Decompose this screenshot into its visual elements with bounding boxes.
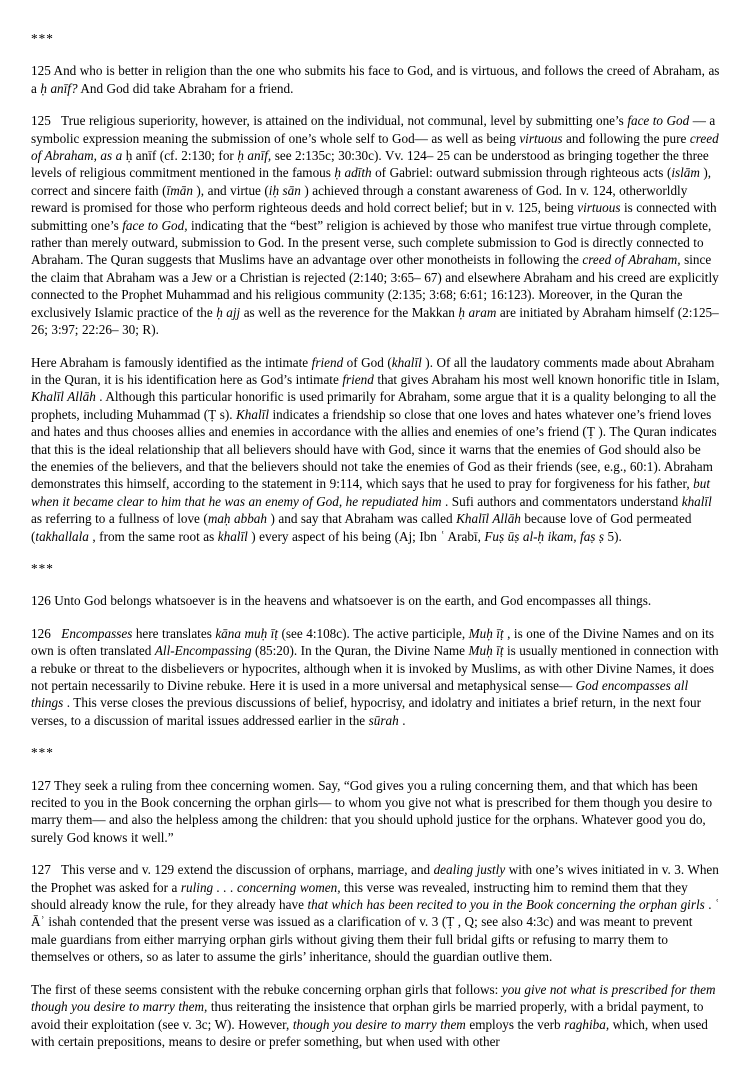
text-segment: of Gabriel: outward submission through righteous acts ( xyxy=(371,165,672,181)
text-segment: are initiated by Abraham himself (2:125– 26; 3:97; 22:26– 30; R). xyxy=(31,304,719,338)
text-segment: 126 xyxy=(31,625,62,641)
text-segment: 125 True religious superiority, however, is attained on the individual, not communal, level by submitting one’s xyxy=(31,113,628,129)
text-segment: is connected with submitting one’s xyxy=(31,200,717,233)
section-separator xyxy=(31,560,720,577)
italic-text-segment: virtuous xyxy=(577,200,621,216)
text-segment: since the claim that Abraham was a Jew or a Christian is rejected (2:140; 3:65– 67) and elsewhere Abraham and his creed are explicitly connected to the Prophet Muhammad and his religious community (2:135; 3:68; 6:61; 16:123). Moreover, in the Quran the exclusively Islamic practice of the xyxy=(31,252,719,320)
verse-paragraph xyxy=(31,592,720,609)
italic-text-segment: creed of Abraham, xyxy=(582,252,681,268)
italic-text-segment: you give not what is prescribed for them though you desire to marry them, xyxy=(31,981,716,1015)
italic-text-segment: but when it became clear to him that he was an enemy of God, he repudiated him xyxy=(31,476,711,509)
italic-text-segment: dealing justly xyxy=(433,862,506,878)
text-segment: Here Abraham is famously identified as the intimate xyxy=(31,354,312,370)
text-segment: . This verse closes the previous discussions of belief, hypocrisy, and idolatry and initiates a brief return, in the next four verses, to a discussion of marital issues addressed earlier in the xyxy=(31,695,702,728)
text-segment: which, when used with certain prepositions, means to desire or prefer something, but when used with other xyxy=(31,1016,708,1049)
text-segment: ) achieved through a constant awareness of God. In v. 124, otherworldly reward is promised for those who perform righteous deeds and hold correct belief; but in v. 125, being xyxy=(31,182,688,216)
text-segment: with one’s wives initiated in v. 3. When the Prophet was asked for a xyxy=(31,862,719,895)
italic-text-segment: that which has been recited to you in the Book concerning the orphan girls xyxy=(307,897,705,913)
commentary-paragraph xyxy=(31,981,720,1051)
text-segment: ), correct and sincere faith ( xyxy=(31,165,712,198)
commentary-paragraph xyxy=(31,625,720,729)
italic-text-segment: God encompasses all things xyxy=(31,678,689,711)
commentary-paragraph xyxy=(31,861,720,965)
italic-text-segment: face to God xyxy=(627,113,690,129)
italic-text-segment: Khalīl Allāh xyxy=(456,511,521,527)
text-segment: is usually mentioned in connection with a rebuke or threat to the disbelievers or hypocrites, although when it is invoked by Muslims, as with other Divine Names, it does not pertain necessarily to Divine rebuke. Here it is used in a more universal and metaphysical sense— xyxy=(31,643,719,693)
text-segment: 125 And who is better in religion than the one who submits his face to God, and is virtuous, and follows the creed of Abraham, as a xyxy=(31,63,720,96)
italic-text-segment: ruling . . . concerning women, xyxy=(180,879,341,895)
document-content xyxy=(31,30,720,1050)
text-segment: And God did take Abraham for a friend. xyxy=(77,80,294,96)
commentary-paragraph xyxy=(31,354,720,545)
text-segment: indicating that the “best” religion is achieved by those who manifest true virtue through complete, rather than merely outward, submission to God. In the present verse, such complete submission to God is directly connected to Abraham. The Quran suggests that Muslims have an advantage over other monotheists in following the xyxy=(31,217,712,268)
italic-text-segment: raghiba, xyxy=(564,1016,610,1032)
italic-text-segment: ḥ ajj xyxy=(216,304,241,320)
text-segment: , from the same root as xyxy=(88,528,218,544)
text-segment: 127 This verse and v. 129 extend the discussion of orphans, marriage, and xyxy=(31,862,434,878)
text-segment: 5). xyxy=(604,528,622,544)
text-segment: 127 They seek a ruling from thee concerning women. Say, “God gives you a ruling concerning them, and that which has been recited to you in the Book concerning the orphan girls— to whom you give not what is prescribed for them though you desire to marry them— and also the helpless among the children: that you should uphold justice for the orphans. Whatever good you do, surely God knows it well.” xyxy=(31,777,713,845)
italic-text-segment: friend xyxy=(311,354,344,370)
text-segment: ). Of all the laudatory comments made about Abraham in the Quran, it is his identification here as God’s intimate xyxy=(31,354,715,387)
text-segment: and following the pure xyxy=(562,130,690,146)
italic-text-segment: creed of Abraham, as a xyxy=(31,130,719,164)
text-segment: indicates a friendship so close that one loves and hates whatever one’s friend loves and hates and thus chooses allies and enemies in accordance with the allies and enemies of one’s friend (Ṭ ). The Quran indicates that this is the ideal relationship that all believers should have with God, since it warns that the enemies of God should also be the enemies of the believers, and that the believers should not take the enemies of God as their friends (see, e.g., 60:1). Abraham demonstrates this himself, according to the statement in 9:114, which says that he used to pray for forgiveness for his father, xyxy=(31,406,717,492)
text-segment: (see 4:108c). The active participle, xyxy=(278,625,469,641)
text-segment: , is one of the Divine Names and on its own is often translated xyxy=(31,625,715,659)
italic-text-segment: ḥ aram xyxy=(458,304,497,320)
commentary-paragraph xyxy=(31,112,720,338)
section-separator xyxy=(31,744,720,761)
italic-text-segment: khalīl xyxy=(391,354,422,370)
italic-text-segment: sūrah xyxy=(368,712,399,728)
text-segment: . Sufi authors and commentators understand xyxy=(441,493,682,509)
text-segment: employs the verb xyxy=(465,1016,565,1032)
italic-text-segment: islām xyxy=(671,165,700,181)
text-segment: as well as the reverence for the Makkan xyxy=(240,304,459,320)
text-segment: here translates xyxy=(132,625,216,641)
italic-text-segment: Muḥ īṭ xyxy=(468,643,504,659)
text-segment: this verse was revealed, instructing him to remind them that they should already know the rule, for they already have xyxy=(31,879,688,913)
text-segment: . xyxy=(398,712,406,728)
text-segment: as referring to a fullness of love ( xyxy=(31,511,208,527)
text-segment: — a symbolic expression meaning the submission of one’s whole self to God— as well as being xyxy=(31,113,716,146)
text-segment: see 2:135c; 30:30c). Vv. 124– 25 can be understood as bringing together the three levels of religious commitment mentioned in the famous xyxy=(31,148,709,181)
text-segment: ) and say that Abraham was called xyxy=(267,511,457,527)
italic-text-segment: Khalīl xyxy=(236,406,269,422)
italic-text-segment: Muḥ īṭ xyxy=(468,625,504,641)
text-segment: 126 Unto God belongs whatsoever is in the heavens and whatsoever is on the earth, and God encompasses all things. xyxy=(31,593,652,609)
text-segment: ) every aspect of his being (Aj; Ibn ʿ Arabī, xyxy=(247,528,485,544)
text-segment: thus reiterating the insistence that orphan girls be married properly, with a bridal payment, to avoid their exploitation (see v. 3c; W). However, xyxy=(31,999,704,1032)
text-segment: . Although this particular honorific is used primarily for Abraham, some argue that it is a quality belonging to all the prophets, including Muhammad (Ṭ s). xyxy=(31,389,717,422)
section-separator xyxy=(31,30,720,47)
italic-text-segment: though you desire to marry them xyxy=(292,1016,466,1032)
italic-text-segment: ḥ adīth xyxy=(334,165,372,181)
italic-text-segment: ḥ anīf? xyxy=(40,80,78,96)
text-segment: of God ( xyxy=(343,354,392,370)
italic-text-segment: virtuous xyxy=(519,130,563,146)
text-segment: The first of these seems consistent with the rebuke concerning orphan girls that follows: xyxy=(31,981,502,997)
text-segment: *** xyxy=(31,31,54,46)
text-segment: *** xyxy=(31,745,54,761)
italic-text-segment: face to God, xyxy=(122,217,188,233)
text-segment: ), and virtue ( xyxy=(192,182,269,198)
italic-text-segment: Fuṣ ūṣ al-ḥ ikam, faṣ ṣ xyxy=(484,528,605,544)
italic-text-segment: All-Encompassing xyxy=(154,643,252,659)
text-segment: *** xyxy=(31,560,54,576)
italic-text-segment: ḥ anīf, xyxy=(237,148,272,164)
verse-paragraph xyxy=(31,777,720,847)
text-segment: because love of God permeated ( xyxy=(31,511,692,544)
text-segment: ḥ anīf (cf. 2:130; for xyxy=(122,148,238,164)
italic-text-segment: kāna muḥ īṭ xyxy=(215,625,278,641)
text-segment: that gives Abraham his most well known honorific title in Islam, xyxy=(373,371,720,387)
verse-paragraph xyxy=(31,62,720,97)
italic-text-segment: friend xyxy=(342,371,374,387)
italic-text-segment: maḥ abbah xyxy=(207,511,267,527)
italic-text-segment: takhallala xyxy=(35,528,89,544)
italic-text-segment: iḥ sān xyxy=(268,182,301,198)
italic-text-segment: Encompasses xyxy=(61,625,133,641)
italic-text-segment: khalīl xyxy=(217,528,248,544)
text-segment: . ʿ Āʾ ishah contended that the present verse was issued as a clarification of v. 3 (Ṭ , Q; see also 4:3c) and was meant to prevent male guardians from either marrying orphan girls without giving them their full bridal gifts or refusing to marry them to themselves or others, so as later to assume the girls’ inheritance, should the guardian outlive them. xyxy=(31,897,720,965)
italic-text-segment: īmān xyxy=(166,182,193,198)
text-segment: (85:20). In the Quran, the Divine Name xyxy=(251,643,469,659)
italic-text-segment: khalīl xyxy=(681,493,712,509)
italic-text-segment: Khalīl Allāh xyxy=(31,389,96,405)
